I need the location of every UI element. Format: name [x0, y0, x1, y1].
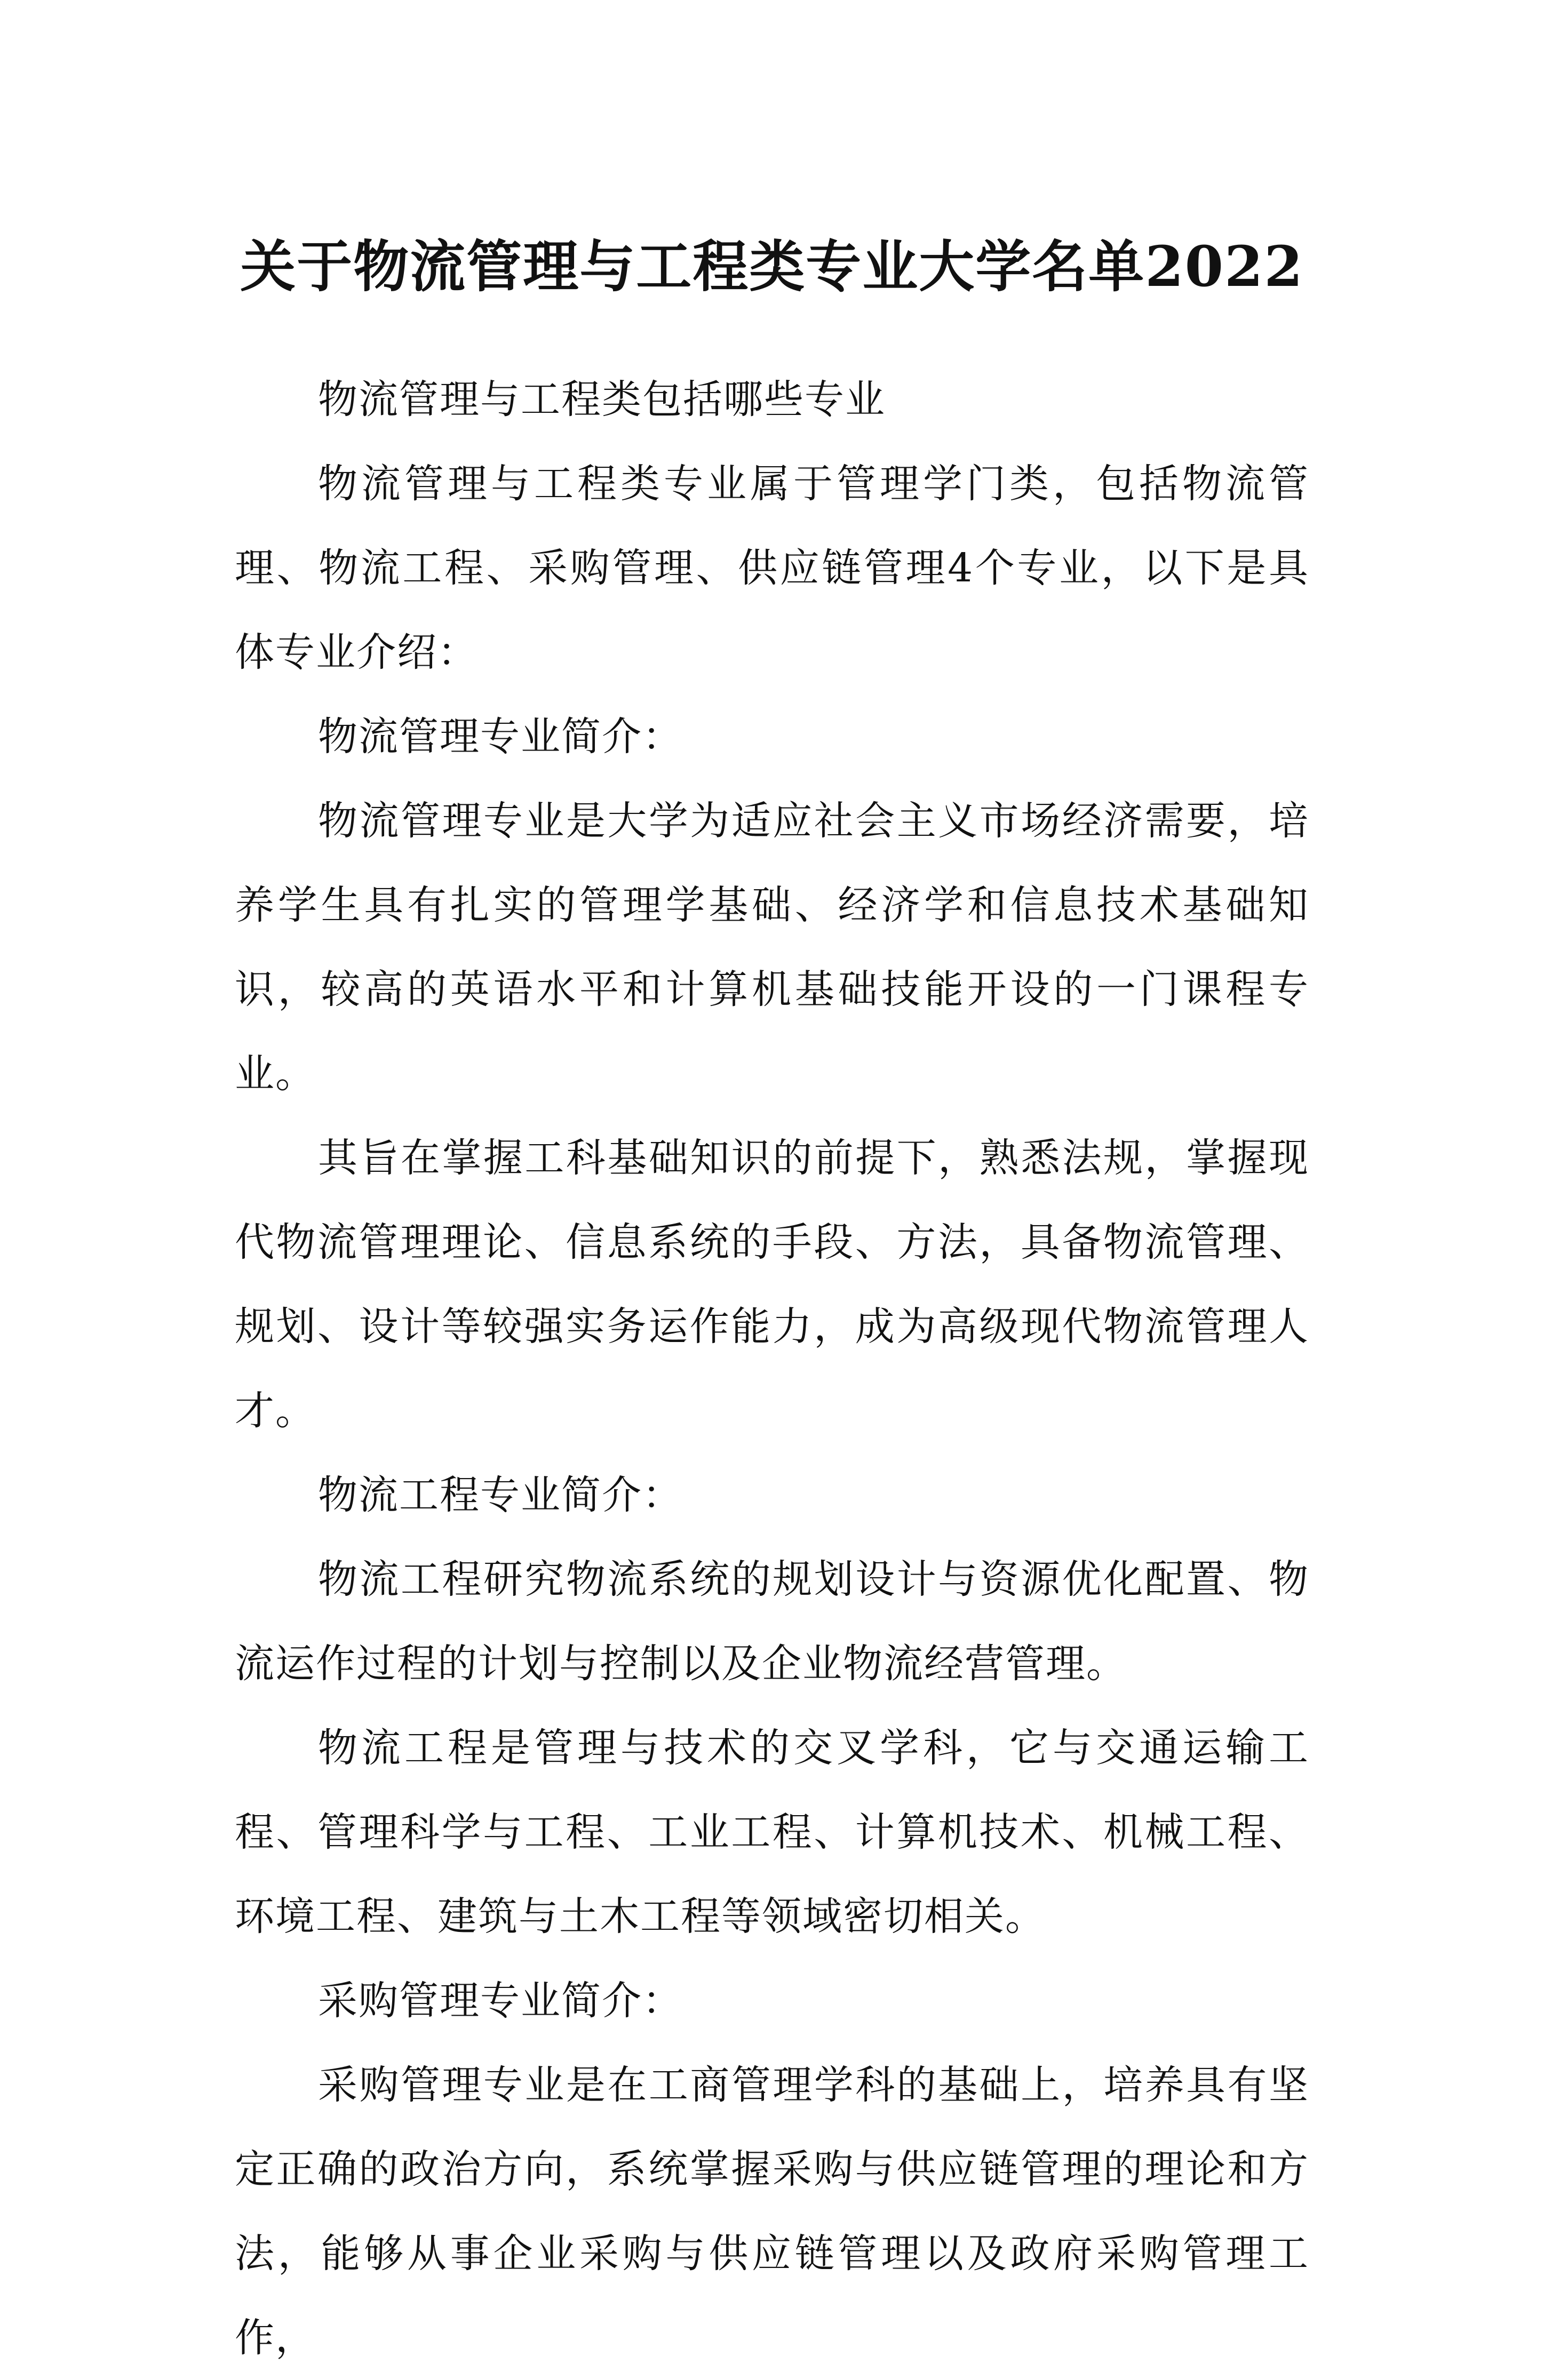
- document-title: 关于物流管理与工程类专业大学名单2022: [240, 233, 1304, 299]
- paragraph: 其旨在掌握工科基础知识的前提下，熟悉法规，掌握现代物流管理理论、信息系统的手段、方法，具备物流管理、规划、设计等较强实务运作能力，成为高级现代物流管理人才。: [235, 1135, 1309, 1434]
- paragraph: 物流管理专业是大学为适应社会主义市场经济需要，培养学生具有扎实的管理学基础、经济学和信息技术基础知识，较高的英语水平和计算机基础技能开设的一门课程专业。: [235, 798, 1309, 1097]
- section-heading: 采购管理专业简介：: [318, 1978, 683, 2024]
- section-heading: 物流管理与工程类包括哪些专业: [318, 377, 886, 422]
- paragraph: 物流工程研究物流系统的规划设计与资源优化配置、物流运作过程的计划与控制以及企业物流经营管理。: [235, 1556, 1309, 1687]
- section-heading: 物流工程专业简介：: [318, 1472, 683, 1518]
- paragraph: 物流管理与工程类专业属于管理学门类，包括物流管理、物流工程、采购管理、供应链管理4个专业，以下是具体专业介绍：: [235, 461, 1309, 675]
- paragraph: 采购管理专业是在工商管理学科的基础上，培养具有坚定正确的政治方向，系统掌握采购与供应链管理的理论和方法，能够从事企业采购与供应链管理以及政府采购管理工作，: [235, 2062, 1309, 2361]
- section-heading: 物流管理专业简介：: [318, 714, 683, 760]
- document-body: [235, 357, 1309, 2380]
- paragraph: 物流工程是管理与技术的交叉学科，它与交通运输工程、管理科学与工程、工业工程、计算机技术、机械工程、环境工程、建筑与土木工程等领域密切相关。: [235, 1725, 1309, 1939]
